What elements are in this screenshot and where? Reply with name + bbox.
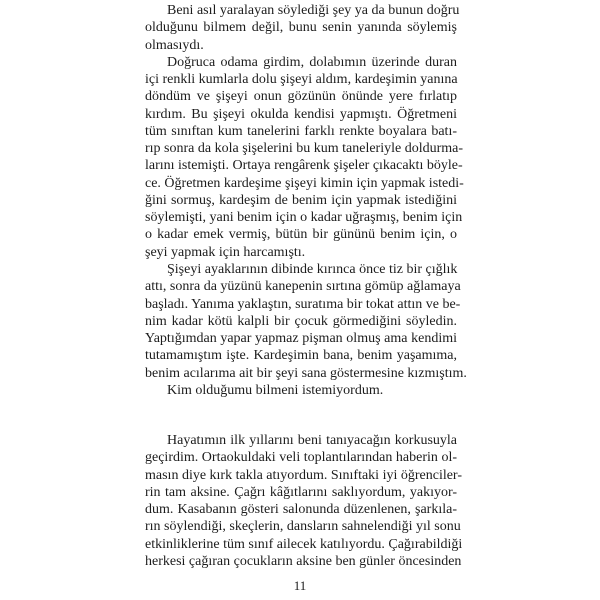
text-line: içi renkli kumlarla dolu şişeyi aldım, kardeşimin yanına: [145, 72, 458, 88]
text-line: kırdım. Bu şişeyi okulda kendisi yapmıştı. Öğretmeni: [145, 106, 457, 122]
text-line: ce. Öğretmen kardeşime şişeyi kimin için yapmak istedi-: [145, 175, 464, 191]
text-line: larını istemişti. Ortaya rengârenk şişeler çıkacaktı böyle-: [145, 158, 463, 174]
text-line: attı, sonra da yüzünü kanepenin sırtına gömüp ağlamaya: [145, 279, 461, 295]
text-line: döndüm ve şişeyi onun gözünün önünde yere fırlatıp: [145, 89, 457, 105]
text-line: başladı. Yanıma yaklaştın, suratıma bir tokat attın ve be-: [145, 296, 461, 312]
text-line: Doğruca odama girdim, dolabımın üzerinde duran: [167, 54, 457, 70]
text-line: herkesi çağıran çocukların aksine ben günler öncesinden: [145, 553, 462, 569]
text-line: şeyi yapmak için harcamıştı.: [145, 244, 306, 260]
text-line: söylemişti, yani benim için o kadar uğraşmış, benim için: [145, 210, 463, 226]
text-line: masın diye kırk takla atıyordum. Sınıftaki iyi öğrenciler-: [145, 467, 462, 483]
text-line: nim kadar kötü kalpli bir çocuk görmediğini söyledin.: [145, 313, 457, 329]
text-line: Beni asıl yaralayan söylediği şey ya da bunun doğru: [167, 3, 460, 18]
text-line: etkinliklerine tüm sınıf ailecek katılıyordu. Çağırabildiği: [145, 536, 463, 552]
text-line: geçirdim. Ortaokuldaki veli toplantılarından haberin ol-: [145, 450, 457, 466]
text-line: Yaptığımdan yapar yapmaz pişman olmuş ama kendimi: [145, 331, 457, 347]
text-line: rıp sonra da kola şişelerini bu kum taneleriyle doldurma-: [145, 141, 464, 157]
text-block-upper: [145, 2, 467, 399]
text-line: benim acılarıma ait bir şeyi sana göstermesine kızmıştım.: [145, 365, 467, 381]
text-line: ğini sormuş, kardeşim de benim için yapmak istediğini: [145, 192, 457, 208]
text-block-lower: [145, 432, 463, 570]
text-line: Kim olduğumu bilmeni istemiyordum.: [167, 382, 384, 398]
text-line: o kadar emek vermiş, bütün bir gününü benim için, o: [145, 227, 457, 243]
text-line: tutamamıştım işte. Kardeşimin bana, benim yaşamıma,: [145, 348, 457, 364]
page-number: 11: [293, 578, 307, 593]
text-line: Şişeyi ayaklarının dibinde kırınca önce tiz bir çığlık: [167, 261, 458, 277]
text-line: tüm sınıftan kum tanelerini farklı renkte boyalara batı-: [145, 123, 457, 139]
text-line: olmasıydı.: [145, 37, 204, 53]
text-line: olduğunu bilmem değil, bunu senin yanında söylemiş: [145, 20, 457, 36]
text-line: rın söylendiği, skeçlerin, dansların sahnelendiği yıl sonu: [145, 519, 461, 535]
text-line: dum. Kasabanın gösteri salonunda düzenlenen, şarkıla-: [145, 502, 457, 518]
text-line: rin tam aksine. Çağrı kâğıtlarını saklıyordum, yakıyor-: [145, 484, 457, 500]
text-line: Hayatımın ilk yıllarını beni tanıyacağın korkusuyla: [167, 433, 457, 448]
